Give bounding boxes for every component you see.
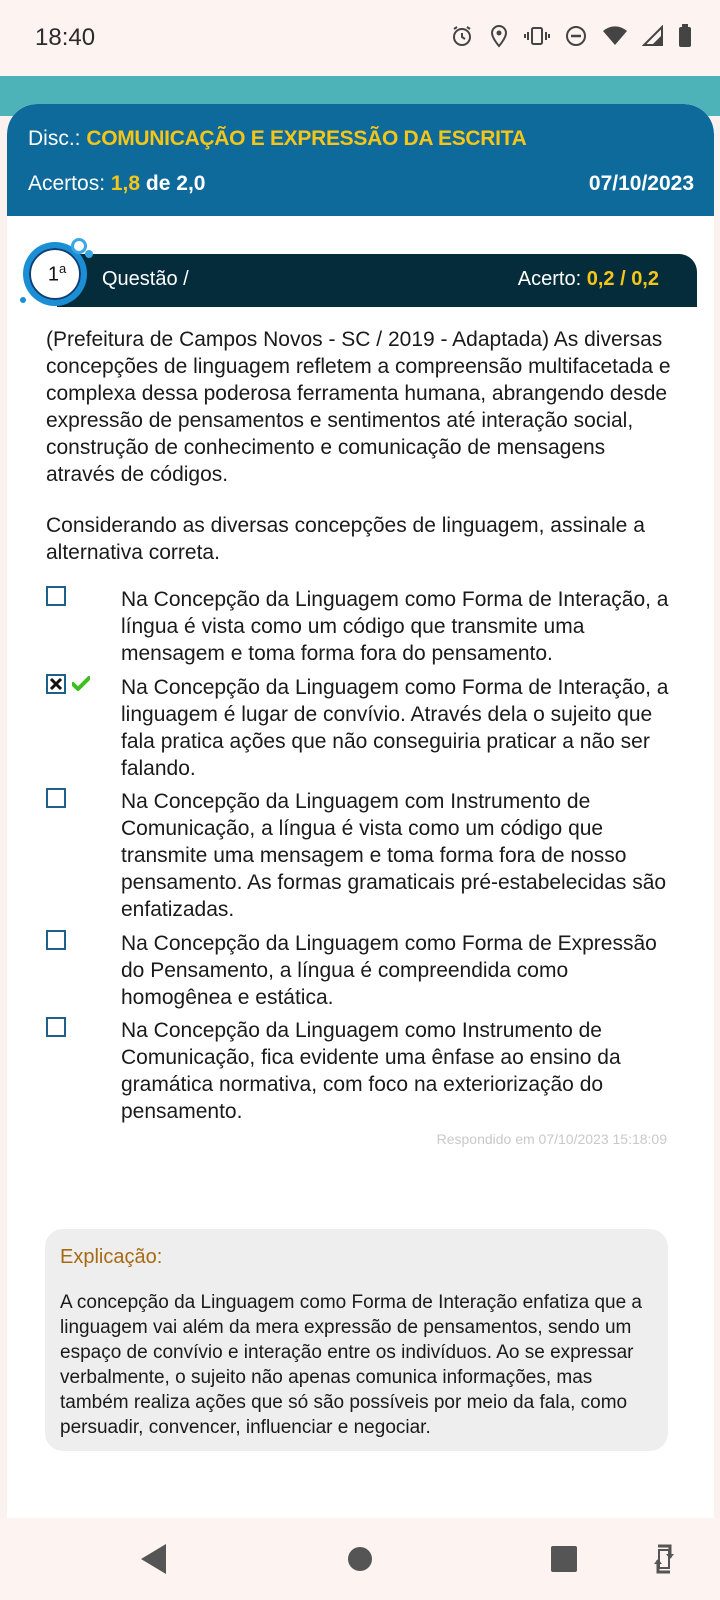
question-prompt: Considerando as diversas concepções de linguagem, assinale a alternativa correta. xyxy=(46,514,645,564)
score-line xyxy=(28,172,205,196)
rotate-icon[interactable] xyxy=(652,1542,676,1581)
discipline-prefix: Disc.: xyxy=(28,127,81,150)
question-score-separator: / xyxy=(614,268,632,290)
correct-check-icon xyxy=(72,676,90,697)
explanation-text: A concepção da Linguagem como Forma de Interação enfatiza que a linguagem vai além da mera expressão de pensamentos, sendo um espaço de convívio e interação entre os indivíduos. Ao se expressar verbalmente, o sujeito não apenas comunica informações, mas também realiza ações que só são possíveis por meio da fala, como persuadir, convencer, influenciar e negociar. xyxy=(60,1292,642,1438)
answered-timestamp: Respondido em 07/10/2023 15:18:09 xyxy=(436,1131,667,1147)
question-text: (Prefeitura de Campos Novos - SC / 2019 - Adaptada) As diversas concepções de linguagem refletem a compreensão multifacetada e complexa dessa poderosa ferramenta humana, abrangendo desde expressão de pensamentos e sentimentos até interação social, construção de conhecimento e comunicação de mensagens através de códigos. xyxy=(46,328,671,486)
question-number: 1$^a$ xyxy=(47,261,67,286)
option-text: Na Concepção da Linguagem como Forma de Interação, a linguagem é lugar de convívio. Através dela o sujeito que fala pratica ações que não conseguiria praticar a não ser falando. xyxy=(121,676,669,780)
question-page[interactable] xyxy=(7,104,714,1518)
option-checkbox-checked[interactable] xyxy=(46,674,66,694)
question-number-badge xyxy=(17,234,97,314)
option-checkbox[interactable] xyxy=(46,930,66,950)
explanation-box xyxy=(45,1229,668,1451)
score-value: 1,8 xyxy=(110,172,141,195)
option-checkbox[interactable] xyxy=(46,586,66,606)
battery-icon xyxy=(678,24,692,48)
option-text: Na Concepção da Linguagem como Forma de Interação, a língua é vista como um código que transmite uma mensagem e toma forma fora do pensamento. xyxy=(121,588,669,665)
vibrate-icon xyxy=(524,24,550,48)
discipline-name: COMUNICAÇÃO E EXPRESSÃO DA ESCRITA xyxy=(86,127,527,150)
do-not-disturb-icon xyxy=(564,24,588,48)
explanation-title: Explicação: xyxy=(60,1246,163,1268)
question-bar xyxy=(57,254,697,307)
status-icons xyxy=(450,24,692,48)
option-text: Na Concepção da Linguagem como Instrumento de Comunicação, fica evidente uma ênfase ao ensino da gramática normativa, com foco na exteriorização do pensamento. xyxy=(121,1019,621,1123)
alarm-icon xyxy=(450,24,474,48)
option-text: Na Concepção da Linguagem como Forma de Expressão do Pensamento, a língua é compreendida como homogênea e estática. xyxy=(121,932,657,1009)
question-score-label: Acerto: xyxy=(517,268,582,290)
status-time: 18:40 xyxy=(35,24,96,51)
question-label: Questão / xyxy=(102,268,189,290)
discipline-header xyxy=(7,104,714,216)
option-text: Na Concepção da Linguagem com Instrumento de Comunicação, a língua é vista como um código que transmite uma mensagem e toma forma fora de nosso pensamento. As formas gramaticais pré-estabelecidas são enfatizadas. xyxy=(121,790,667,921)
x-mark-icon xyxy=(49,677,63,691)
location-icon xyxy=(488,24,510,48)
score-label: Acertos: xyxy=(28,172,106,195)
signal-icon xyxy=(642,25,664,47)
question-score xyxy=(518,268,659,291)
wifi-icon xyxy=(602,25,628,47)
back-icon[interactable] xyxy=(138,1542,168,1581)
option-checkbox[interactable] xyxy=(46,1017,66,1037)
system-navbar xyxy=(0,1518,720,1600)
question-score-value: 0,2 xyxy=(586,268,615,290)
status-bar xyxy=(0,0,720,76)
exam-date: 07/10/2023 xyxy=(588,172,694,195)
question-score-total: 0,2 xyxy=(631,268,659,290)
recents-icon[interactable] xyxy=(551,1546,577,1577)
home-icon[interactable] xyxy=(347,1546,373,1577)
score-total: de 2,0 xyxy=(145,172,206,195)
option-checkbox[interactable] xyxy=(46,788,66,808)
discipline-line xyxy=(28,127,527,151)
